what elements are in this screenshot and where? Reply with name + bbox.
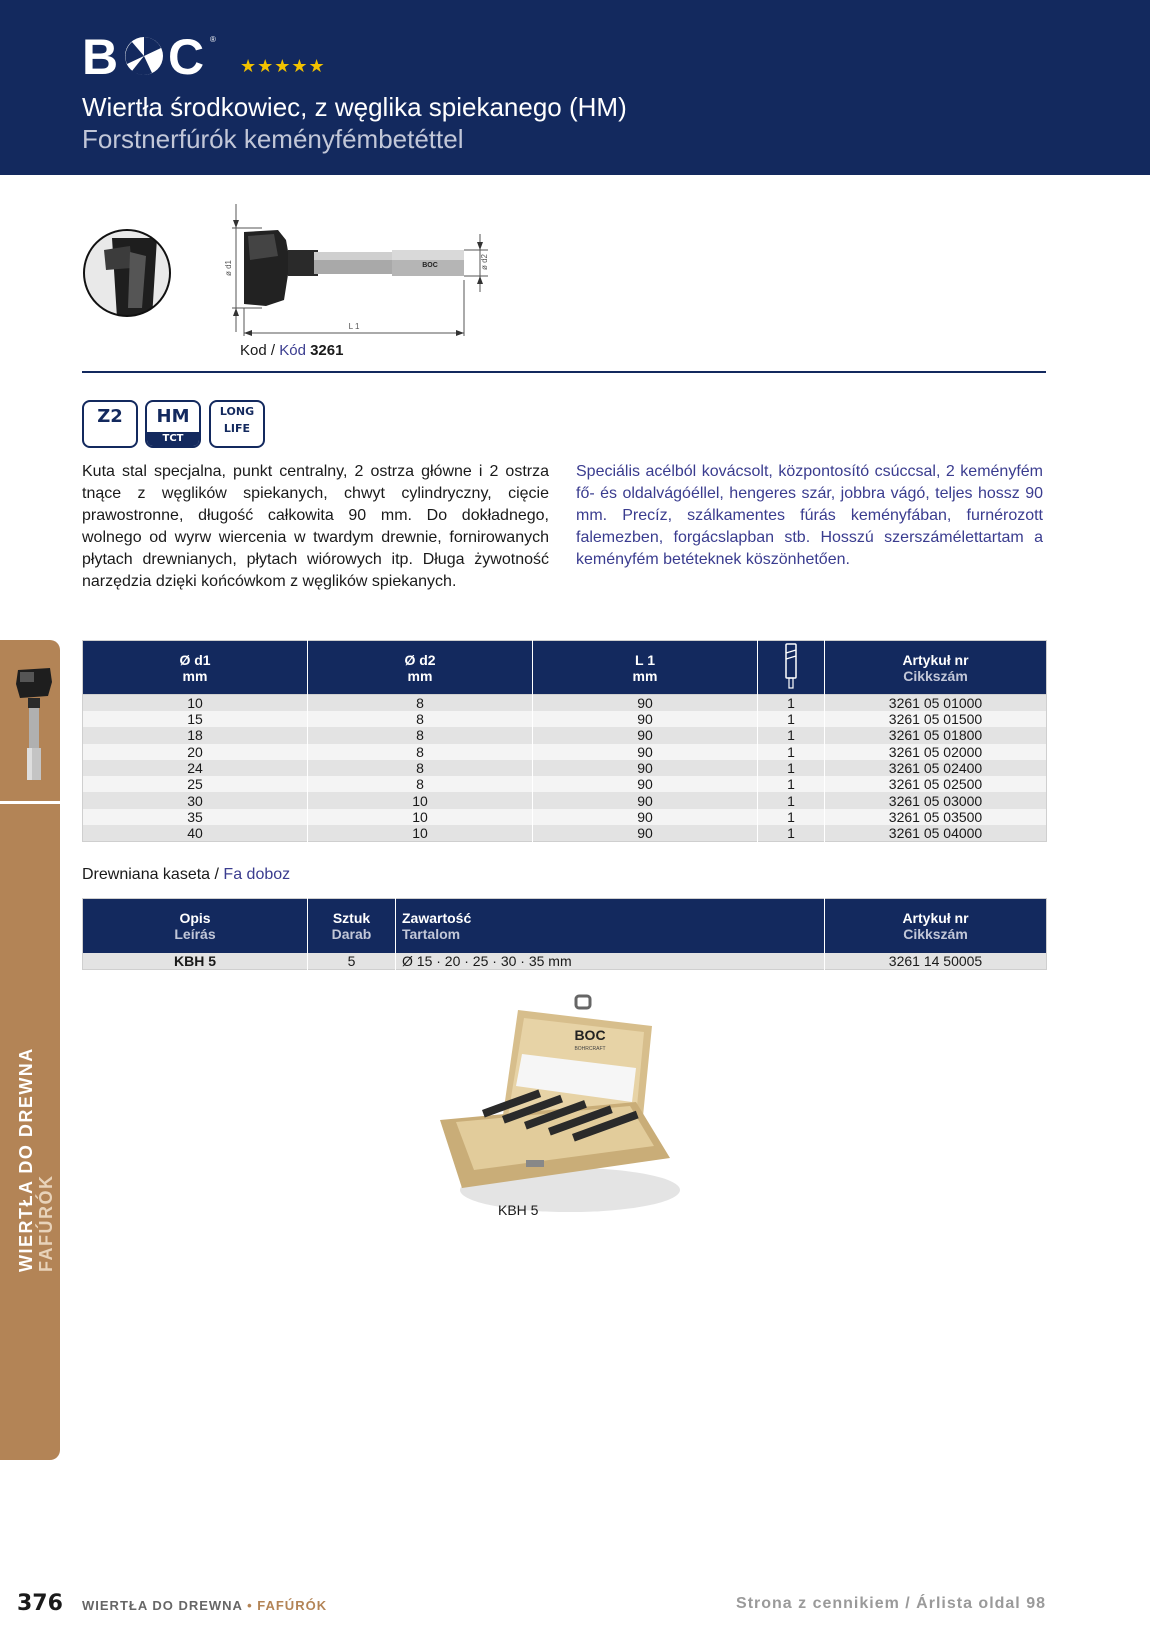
d1-cell: 25 xyxy=(83,776,308,792)
article-number-cell: 3261 05 01500 xyxy=(825,711,1047,727)
rating-stars: ★★★★★ xyxy=(240,56,326,77)
d1-label: ø d1 xyxy=(224,259,233,276)
d2-cell: 8 xyxy=(308,744,533,760)
article-number-cell: 3261 05 04000 xyxy=(825,825,1047,842)
page-title-hungarian: Forstnerfúrók keményfémbetéttel xyxy=(82,124,464,154)
hm-tct-badge xyxy=(145,400,201,448)
case-heading-pl: Drewniana kaseta xyxy=(82,866,211,883)
drill-pack-icon xyxy=(781,641,801,691)
table-row xyxy=(83,792,1047,808)
article-number-cell: 3261 05 02500 xyxy=(825,776,1047,792)
quantity-cell: 1 xyxy=(758,711,825,727)
article-number-cell: 3261 05 02000 xyxy=(825,744,1047,760)
d2-cell: 8 xyxy=(308,711,533,727)
wooden-case-table xyxy=(82,898,1047,970)
code-label-hu: Kód xyxy=(279,342,306,359)
quantity-cell: 1 xyxy=(758,809,825,825)
case-pieces-cell: 5 xyxy=(308,953,396,970)
article-number-cell: 3261 05 03500 xyxy=(825,809,1047,825)
table-row xyxy=(83,760,1047,776)
page-header xyxy=(0,0,1150,175)
l1-cell: 90 xyxy=(533,776,758,792)
table-header-row xyxy=(83,899,1047,953)
long-life-badge xyxy=(209,400,265,448)
side-tab-label xyxy=(16,1047,56,1272)
side-tab-label-hu: FAFÚRÓK xyxy=(36,1174,56,1272)
case-heading-separator: / xyxy=(210,866,224,883)
side-tab-label-pl: WIERTŁA DO DREWNA xyxy=(16,1047,36,1272)
case-brand: BOC xyxy=(574,1027,606,1043)
badge-z2-label: Z2 xyxy=(97,406,123,427)
quantity-cell: 1 xyxy=(758,760,825,776)
drill-sizes-table xyxy=(82,640,1047,842)
table-row xyxy=(83,809,1047,825)
table-row xyxy=(83,727,1047,743)
page-title-polish: Wiertła środkowiec, z węglika spiekanego (HM) xyxy=(82,92,627,122)
col-contents-header: Zawartość Tartalom xyxy=(396,899,825,953)
table-row xyxy=(83,825,1047,842)
d1-cell: 40 xyxy=(83,825,308,842)
quantity-cell: 1 xyxy=(758,792,825,808)
d1-cell: 24 xyxy=(83,760,308,776)
badge-hm-label: HM xyxy=(156,406,190,427)
d1-cell: 35 xyxy=(83,809,308,825)
wooden-case-image xyxy=(440,990,690,1230)
price-list-reference: Strona z cennikiem / Árlista oldal 98 xyxy=(736,1595,1046,1612)
description-hungarian: Speciális acélból kovácsolt, központosító csúccsal, 2 keményfém fő- és oldalvágóéllel, hengeres szár, jobbra vágó, teljes hossz 90 mm. Precíz, szálkamentes fúrás keményfában, furnérozott falemezben, forgácslapban stb. Hosszú szerszámélettartam a keményfém betéteknek köszönhetően. xyxy=(576,463,1043,568)
case-article-cell: 3261 14 50005 xyxy=(825,953,1047,970)
d1-cell: 18 xyxy=(83,727,308,743)
d2-cell: 8 xyxy=(308,760,533,776)
d2-cell: 10 xyxy=(308,825,533,842)
article-number-cell: 3261 05 01800 xyxy=(825,727,1047,743)
case-contents-cell: Ø 15 · 20 · 25 · 30 · 35 mm xyxy=(396,953,825,970)
l1-cell: 90 xyxy=(533,727,758,743)
article-number-cell: 3261 05 01000 xyxy=(825,695,1047,712)
footer-label-pl: WIERTŁA DO DREWNA xyxy=(82,1598,243,1613)
svg-text:®: ® xyxy=(210,35,216,44)
footer-section-label xyxy=(82,1598,327,1613)
case-heading-hu: Fa doboz xyxy=(223,866,291,883)
d2-cell: 10 xyxy=(308,792,533,808)
l1-cell: 90 xyxy=(533,760,758,776)
quantity-cell: 1 xyxy=(758,744,825,760)
col-pieces-header: Sztuk Darab xyxy=(308,899,396,953)
l1-cell: 90 xyxy=(533,744,758,760)
col-quantity-header xyxy=(758,641,825,695)
d2-cell: 8 xyxy=(308,776,533,792)
svg-text:B: B xyxy=(82,30,119,80)
product-code xyxy=(240,342,343,359)
table-row xyxy=(83,953,1047,970)
l1-cell: 90 xyxy=(533,809,758,825)
l1-cell: 90 xyxy=(533,825,758,842)
table-header-row xyxy=(83,641,1047,695)
col-d2-header: Ø d2 mm xyxy=(308,641,533,695)
table-row xyxy=(83,711,1047,727)
badge-life-label: LIFE xyxy=(223,422,251,435)
l1-cell: 90 xyxy=(533,792,758,808)
case-description-cell: KBH 5 xyxy=(83,953,308,970)
table-row xyxy=(83,744,1047,760)
col-article-header: Artykuł nr Cikkszám xyxy=(825,641,1047,695)
badge-tct-label: TCT xyxy=(147,432,199,446)
col-article-header: Artykuł nr Cikkszám xyxy=(825,899,1047,953)
d1-cell: 30 xyxy=(83,792,308,808)
code-separator: / xyxy=(266,342,280,359)
boc-logo xyxy=(82,30,222,80)
d1-cell: 15 xyxy=(83,711,308,727)
d2-cell: 10 xyxy=(308,809,533,825)
case-sub-brand: BOHRCRAFT xyxy=(574,1046,606,1052)
svg-text:C: C xyxy=(168,30,205,80)
l1-label: L 1 xyxy=(348,322,360,331)
d2-label: ø d2 xyxy=(480,253,489,270)
l1-cell: 90 xyxy=(533,711,758,727)
footer-separator: • xyxy=(242,1598,258,1613)
d1-cell: 20 xyxy=(83,744,308,760)
page-number: 376 xyxy=(17,1591,63,1616)
case-caption: KBH 5 xyxy=(498,1202,539,1218)
table-row xyxy=(83,776,1047,792)
description-polish: Kuta stal specjalna, punkt centralny, 2 ostrza główne i 2 ostrza tnące z węglików spiekanych, chwyt cylindryczny, cięcie prawostronne, długość całkowita 90 mm. Do dokładnego, wolnego od wyrw wiercenia w twardym drewnie, fornirowanych płytach drewnianych, płytach wiórowych itp. Długa żywotność narzędzia dzięki końcówkom z węglików spiekanych. xyxy=(82,463,549,590)
quantity-cell: 1 xyxy=(758,825,825,842)
badge-long-label: LONG xyxy=(219,405,255,418)
code-label-pl: Kod xyxy=(240,342,267,359)
article-number-cell: 3261 05 02400 xyxy=(825,760,1047,776)
drill-thumbnail-icon xyxy=(12,664,56,784)
col-description-header: Opis Leírás xyxy=(83,899,308,953)
col-d1-header: Ø d1 mm xyxy=(83,641,308,695)
table-row xyxy=(83,695,1047,712)
d2-cell: 8 xyxy=(308,727,533,743)
quantity-cell: 1 xyxy=(758,695,825,712)
side-tab-divider xyxy=(0,801,60,804)
l1-cell: 90 xyxy=(533,695,758,712)
shank-logo: BOC xyxy=(422,262,438,269)
drill-tip-detail-image xyxy=(82,228,172,318)
drill-dimension-drawing xyxy=(218,200,518,340)
col-l1-header: L 1 mm xyxy=(533,641,758,695)
quantity-cell: 1 xyxy=(758,776,825,792)
section-divider xyxy=(82,371,1046,373)
code-value: 3261 xyxy=(310,342,344,359)
d1-cell: 10 xyxy=(83,695,308,712)
z2-badge xyxy=(82,400,138,448)
footer-label-hu: FAFÚRÓK xyxy=(257,1598,328,1613)
d2-cell: 8 xyxy=(308,695,533,712)
article-number-cell: 3261 05 03000 xyxy=(825,792,1047,808)
quantity-cell: 1 xyxy=(758,727,825,743)
wooden-case-heading xyxy=(82,866,290,884)
